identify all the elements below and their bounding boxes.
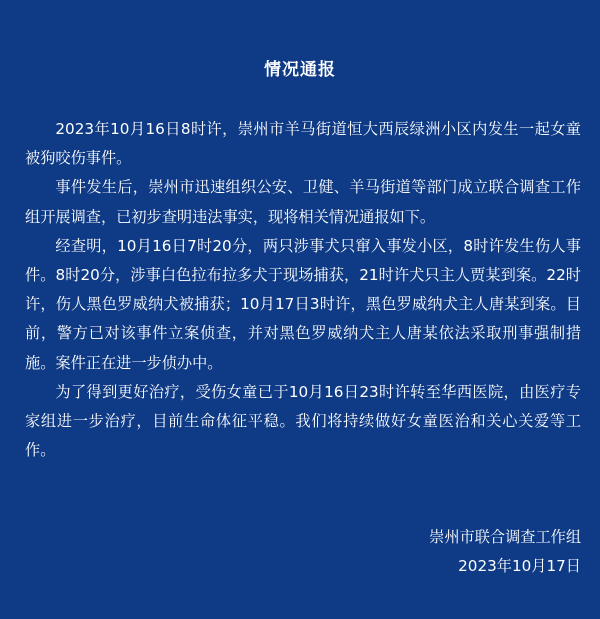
signature-date: 2023年10月17日 [458, 557, 581, 575]
paragraph-incident: 2023年10月16日8时许，崇州市羊马街道恒大西辰绿洲小区内发生一起女童被狗咬伤事件。 [25, 120, 581, 168]
notice-body [25, 115, 581, 465]
paragraph-findings: 经查明，10月16日7时20分，两只涉事犬只窜入事发小区，8时许发生伤人事件。8时20分，涉事白色拉布拉多犬于现场捕获，21时许犬只主人贾某到案。22时许，伤人黑色罗威纳犬被捕获；10月17日3时许，黑色罗威纳犬主人唐某到案。目前，警方已对该事件立案侦查，并对黑色罗威纳犬主人唐某依法采取刑事强制措施。案件正在进一步侦办中。 [25, 236, 581, 372]
signature-block [429, 523, 581, 581]
paragraph-treatment: 为了得到更好治疗，受伤女童已于10月16日23时许转至华西医院，由医疗专家组进一步治疗，目前生命体征平稳。我们将持续做好女童医治和关心关爱等工作。 [25, 382, 581, 460]
signature-org: 崇州市联合调查工作组 [429, 528, 581, 546]
notice-title: 情况通报 [264, 60, 336, 80]
paragraph-investigation: 事件发生后，崇州市迅速组织公安、卫健、羊马街道等部门成立联合调查工作组开展调查，已初步查明违法事实，现将相关情况通报如下。 [25, 178, 581, 226]
